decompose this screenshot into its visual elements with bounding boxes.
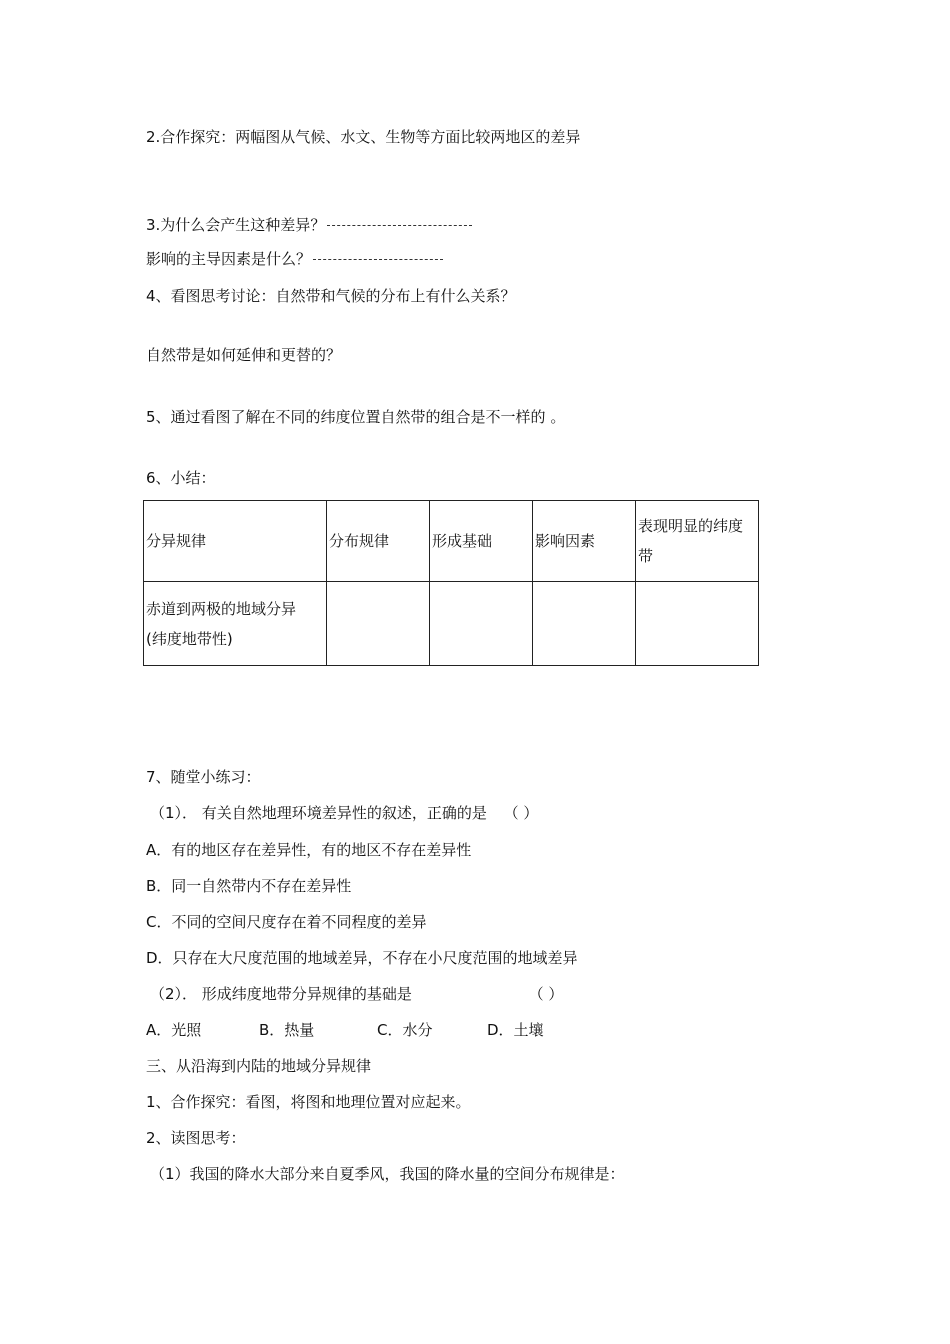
option-b: B．热量 xyxy=(259,1021,315,1039)
table-header-cell: 分布规律 xyxy=(327,501,430,582)
question-3b-text: 影响的主导因素是什么？ xyxy=(146,250,312,268)
answer-paren: （ ） xyxy=(503,804,539,822)
table-cell-empty[interactable] xyxy=(636,582,759,666)
answer-blank xyxy=(313,259,443,260)
table-cell-empty[interactable] xyxy=(430,582,533,666)
answer-blank xyxy=(327,225,472,226)
option-b: B．同一自然带内不存在差异性 xyxy=(146,877,352,895)
question-2: 2.合作探究：两幅图从气候、水文、生物等方面比较两地区的差异 xyxy=(146,128,581,146)
answer-paren: （ ） xyxy=(528,985,564,1003)
practice-title: 7、随堂小练习： xyxy=(146,768,261,786)
table-header-cell: 形成基础 xyxy=(430,501,533,582)
section-3-item-1: 1、合作探究：看图，将图和地理位置对应起来。 xyxy=(146,1093,471,1111)
row-label-line-2: (纬度地带性) xyxy=(146,629,233,648)
table-cell-empty[interactable] xyxy=(533,582,636,666)
practice-q2 xyxy=(150,983,563,1005)
section-3-title: 三、从沿海到内陆的地域分异规律 xyxy=(146,1057,372,1075)
question-3-text: 3.为什么会产生这种差异？ xyxy=(146,216,326,234)
table-header-row xyxy=(144,501,759,582)
option-d: D．土壤 xyxy=(487,1021,544,1039)
option-d: D．只存在大尺度范围的地域差异，不存在小尺度范围的地域差异 xyxy=(146,949,578,967)
section-3-item-2: 2、读图思考： xyxy=(146,1129,246,1147)
option-a: A．有的地区存在差异性，有的地区不存在差异性 xyxy=(146,841,472,859)
question-4: 4、看图思考讨论：自然带和气候的分布上有什么关系？ xyxy=(146,287,516,305)
section-3-item-2-q1: （1）我国的降水大部分来自夏季风，我国的降水量的空间分布规律是： xyxy=(150,1165,625,1183)
option-a: A．光照 xyxy=(146,1021,202,1039)
option-c: C．不同的空间尺度存在着不同程度的差异 xyxy=(146,913,427,931)
practice-q2-options xyxy=(146,1019,544,1041)
table-cell-empty[interactable] xyxy=(327,582,430,666)
question-3b xyxy=(146,248,443,270)
summary-table xyxy=(143,500,759,666)
table-header-cell: 表现明显的纬度带 xyxy=(636,501,759,582)
practice-q2-stem: （2）． 形成纬度地带分异规律的基础是 xyxy=(150,985,412,1003)
question-5: 5、通过看图了解在不同的纬度位置自然带的组合是不一样的 。 xyxy=(146,408,566,426)
practice-q1 xyxy=(150,802,538,824)
option-c: C．水分 xyxy=(377,1021,433,1039)
practice-q1-stem: （1）． 有关自然地理环境差异性的叙述，正确的是 xyxy=(150,804,487,822)
row-label-line-1: 赤道到两极的地域分异 xyxy=(146,599,297,618)
question-4b: 自然带是如何延伸和更替的？ xyxy=(146,346,342,364)
question-3 xyxy=(146,214,472,236)
table-header-cell: 影响因素 xyxy=(533,501,636,582)
table-row-label xyxy=(144,582,327,666)
table-row xyxy=(144,582,759,666)
question-6: 6、小结： xyxy=(146,469,216,487)
table-header-cell: 分异规律 xyxy=(144,501,327,582)
